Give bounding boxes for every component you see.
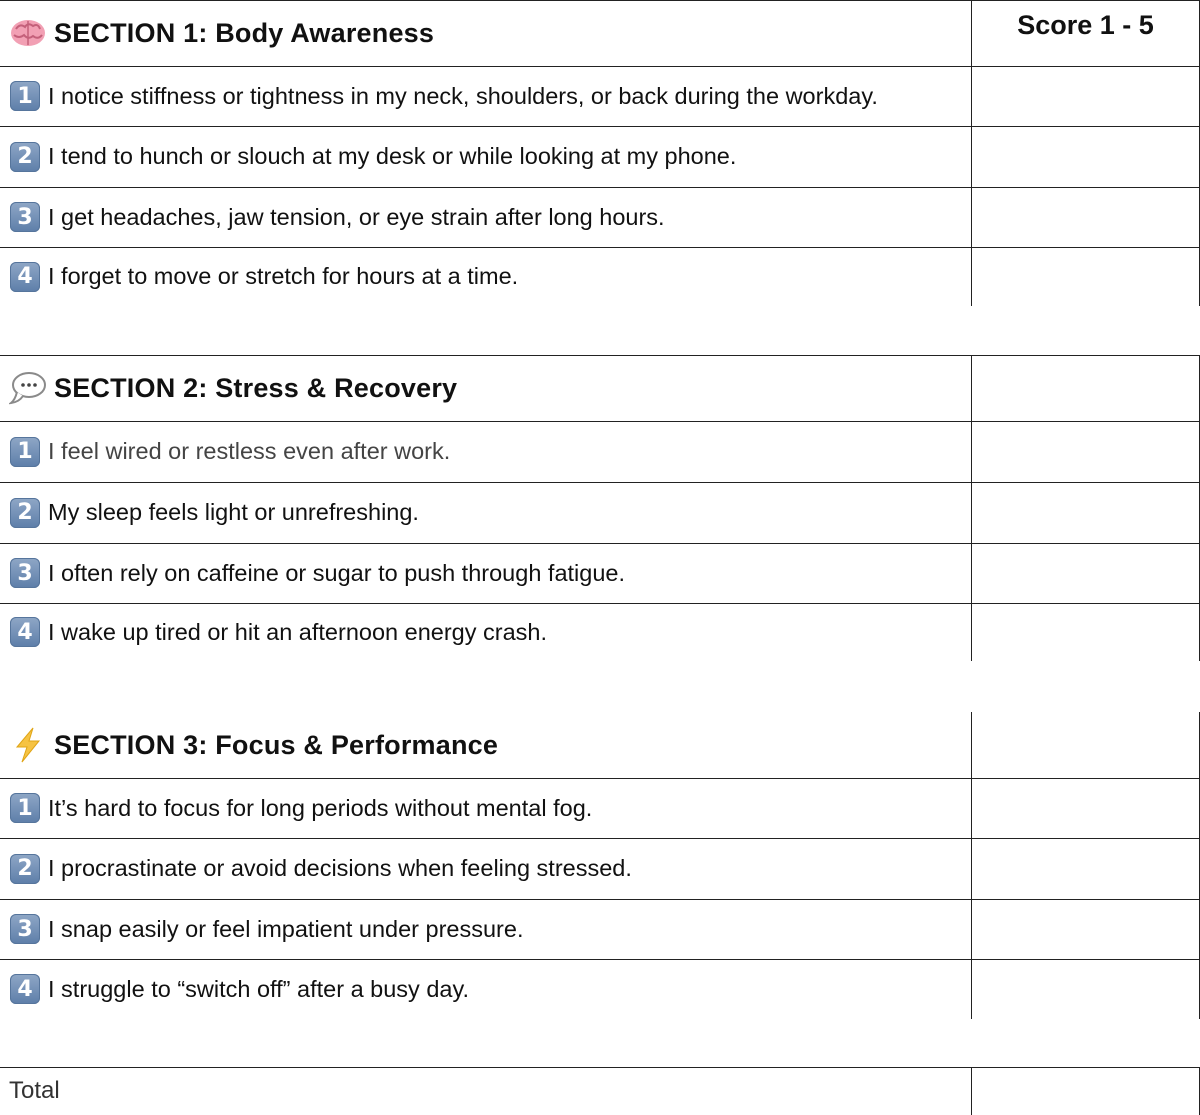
number-3-icon: 3 [10, 914, 40, 944]
question-text: I get headaches, jaw tension, or eye strain after long hours. [48, 203, 665, 230]
question-text: I notice stiffness or tightness in my neck, shoulders, or back during the workday. [48, 82, 878, 109]
question-text: I tend to hunch or slouch at my desk or while looking at my phone. [48, 143, 737, 169]
score-cell[interactable] [971, 126, 1200, 187]
total-row [0, 1067, 1200, 1115]
question-row [0, 482, 1200, 543]
score-cell[interactable] [971, 603, 1200, 661]
number-3-icon: 3 [10, 202, 40, 232]
section-2-table [0, 355, 1200, 661]
section-title: SECTION 2: Stress & Recovery [54, 372, 458, 403]
score-cell[interactable] [971, 66, 1200, 126]
section-title: SECTION 1: Body Awareness [54, 17, 435, 48]
score-cell[interactable] [971, 543, 1200, 603]
score-column-header: Score 1 - 5 [1017, 10, 1154, 40]
score-cell[interactable] [971, 482, 1200, 543]
score-cell[interactable] [971, 899, 1200, 959]
question-text: I procrastinate or avoid decisions when feeling stressed. [48, 855, 632, 881]
number-1-icon: 1 [10, 437, 40, 467]
section-title: SECTION 3: Focus & Performance [54, 729, 499, 760]
total-score-cell[interactable] [971, 1067, 1200, 1115]
number-4-icon: 4 [10, 974, 40, 1004]
section-1-table [0, 0, 1200, 306]
question-text: I wake up tired or hit an afternoon energy crash. [48, 618, 548, 645]
number-2-icon: 2 [10, 854, 40, 884]
section-header [0, 0, 1200, 66]
score-cell[interactable] [971, 959, 1200, 1019]
brain-icon [8, 13, 48, 53]
score-cell[interactable] [971, 247, 1200, 306]
question-row [0, 778, 1200, 838]
section-3-table [0, 712, 1200, 1019]
question-text: It’s hard to focus for long periods without mental fog. [48, 794, 593, 821]
number-2-icon: 2 [10, 498, 40, 528]
score-cell[interactable] [971, 838, 1200, 899]
question-text: I snap easily or feel impatient under pressure. [48, 915, 524, 942]
question-text: My sleep feels light or unrefreshing. [48, 499, 419, 525]
score-cell[interactable] [971, 421, 1200, 482]
score-cell [971, 712, 1200, 778]
section-header [0, 355, 1200, 421]
total-label: Total [9, 1077, 60, 1104]
score-cell [971, 355, 1200, 421]
question-row [0, 66, 1200, 126]
question-row [0, 838, 1200, 899]
question-row [0, 543, 1200, 603]
score-cell[interactable] [971, 187, 1200, 247]
question-row [0, 247, 1200, 306]
question-row [0, 603, 1200, 661]
question-text: I forget to move or stretch for hours at a time. [48, 263, 519, 289]
question-text: I feel wired or restless even after work. [48, 438, 451, 464]
question-row [0, 126, 1200, 187]
question-text: I often rely on caffeine or sugar to push through fatigue. [48, 559, 626, 586]
number-3-icon: 3 [10, 558, 40, 588]
number-1-icon: 1 [10, 793, 40, 823]
number-1-icon: 1 [10, 81, 40, 111]
lightning-icon [8, 725, 48, 765]
number-4-icon: 4 [10, 617, 40, 647]
question-row [0, 421, 1200, 482]
question-text: I struggle to “switch off” after a busy day. [48, 975, 470, 1002]
score-cell[interactable] [971, 778, 1200, 838]
number-4-icon: 4 [10, 262, 40, 292]
total-table [0, 1067, 1200, 1115]
section-header [0, 712, 1200, 778]
number-2-icon: 2 [10, 142, 40, 172]
question-row [0, 187, 1200, 247]
question-row [0, 959, 1200, 1019]
speech-bubble-icon [8, 368, 48, 408]
question-row [0, 899, 1200, 959]
